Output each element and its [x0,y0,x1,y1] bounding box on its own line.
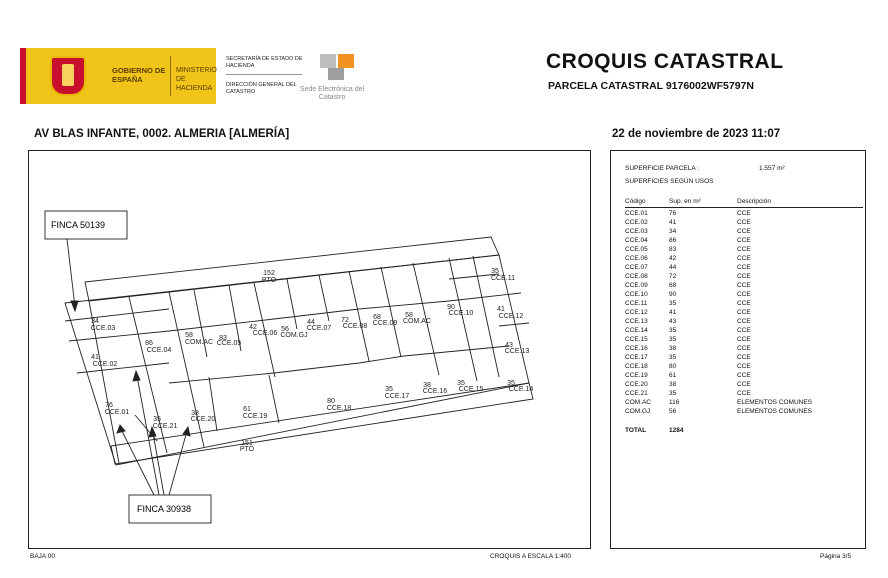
room-line [65,309,169,321]
page-title: CROQUIS CATASTRAL [546,50,784,73]
column-header-codigo: Código [625,198,646,205]
room-num: 42 [249,324,257,331]
coat-of-arms-icon [50,56,86,96]
room-num: 56 [281,326,289,333]
room-code: PTO [239,446,255,453]
room-num: 44 [307,319,315,326]
page-number: Página 3/5 [820,553,852,560]
superficie-label: SUPERFICIE PARCELA : [625,165,699,172]
row-area: 41 [669,309,677,316]
room-num: 80 [327,398,335,405]
room-num: 35 [153,416,161,423]
sede-logo-square [338,54,354,68]
room-num: 90 [447,304,455,311]
floor-level: BAJA 00 [30,553,55,560]
column-header-superficie: Sup. en m² [669,198,701,205]
room-num: 58 [185,332,193,339]
room-num: 152 [263,270,275,277]
ministerio-label: MINISTERIO DE HACIENDA [176,67,217,92]
parcel-reference: PARCELA CATASTRAL 9176002WF5797N [548,80,754,92]
row-area: 68 [669,282,677,289]
row-code: CCE.21 [625,390,648,397]
room-code: CCE.04 [146,347,172,354]
room-num: 151 [241,440,253,447]
row-description: CCE [737,381,751,388]
row-code: CCE.06 [625,255,648,262]
room-code: CCE.21 [152,423,178,430]
row-description: CCE [737,390,751,397]
row-code: CCE.12 [625,309,648,316]
room-num: 68 [373,314,381,321]
finca-50139-label: FINCA 50139 [51,220,106,230]
gobierno-label: GOBIERNO DE ESPAÑA [112,66,166,84]
row-description: CCE [737,363,751,370]
row-description: CCE [737,336,751,343]
row-area: 43 [669,318,677,325]
row-code: CCE.01 [625,210,648,217]
row-area: 35 [669,327,677,334]
row-description: CCE [737,327,751,334]
date-time: 22 de noviembre de 2023 11:07 [612,128,781,140]
row-area: 35 [669,390,677,397]
sede-label: Sede Electrónica del Catastro [299,86,365,101]
row-description: CCE [737,300,751,307]
room-num: 83 [219,335,227,342]
room-code: CCE.13 [504,348,530,355]
room-line [169,346,509,383]
room-code: CCE.09 [372,320,398,327]
row-code: CCE.20 [625,381,648,388]
row-description: CCE [737,309,751,316]
finca-30938-label: FINCA 30938 [137,504,192,514]
row-code: CCE.11 [625,300,648,307]
room-line [499,323,529,326]
sede-logo-square [320,54,336,68]
room-code: CCE.11 [491,275,515,282]
room-num: 61 [243,406,251,413]
row-area: 86 [669,237,677,244]
room-code: COM.GJ [280,332,308,339]
room-code: CCE.02 [92,361,118,368]
row-area: 76 [669,210,677,217]
row-area: 35 [669,300,677,307]
room-line [77,363,169,373]
row-code: CCE.05 [625,246,648,253]
flag-stripe [20,48,26,104]
room-num: 86 [145,340,153,347]
row-area: 41 [669,219,677,226]
row-code: CCE.17 [625,354,648,361]
room-num: 41 [91,354,99,361]
row-area: 35 [669,354,677,361]
room-code: CCE.05 [216,340,242,347]
row-description: CCE [737,237,751,244]
row-area: 90 [669,291,677,298]
secretaria-label: SECRETARÍA DE ESTADO DE HACIENDA [226,56,303,69]
row-description: ELEMENTOS COMUNES [737,408,813,415]
usos-label: SUPERFICIES SEGÚN USOS [625,178,714,185]
room-code: CCE.08 [342,323,368,330]
row-description: ELEMENTOS COMUNES [737,399,813,406]
gobierno-logo [20,48,216,104]
room-code: CCE.03 [90,325,116,332]
room-code: CCE.19 [242,413,268,420]
row-area: 116 [669,399,680,406]
total-value: 1284 [669,427,684,434]
row-description: CCE [737,291,751,298]
row-code: CCE.19 [625,372,648,379]
room-code: CCE.06 [252,330,278,337]
room-num: 34 [91,318,99,325]
room-num: 41 [497,306,505,313]
room-code: COM.AC [185,339,213,346]
row-code: CCE.04 [625,237,648,244]
total-label: TOTAL [625,427,647,434]
row-description: CCE [737,282,751,289]
row-description: CCE [737,228,751,235]
room-code: CCE.20 [190,416,216,423]
arrow-head [133,371,140,381]
room-code: CCE.18 [326,405,352,412]
summary-panel [610,150,866,549]
map-panel [28,150,591,549]
room-code: COM.AC [403,318,431,325]
direccion-label: DIRECCIÓN GENERAL DEL CATASTRO [226,82,297,95]
arrow-head [117,425,125,433]
row-code: COM.GJ [625,408,651,415]
room-num: 38 [191,410,199,417]
arrow-head [183,427,190,436]
room-num: 35 [507,380,515,387]
row-area: 34 [669,228,677,235]
row-area: 56 [669,408,677,415]
row-area: 44 [669,264,677,271]
room-code: CCE.14 [508,386,534,393]
row-code: CCE.14 [625,327,648,334]
row-code: CCE.07 [625,264,648,271]
row-code: CCE.16 [625,345,648,352]
row-code: COM.AC [625,399,651,406]
room-num: 58 [405,312,413,319]
row-area: 38 [669,345,677,352]
room-code: CCE.15 [458,386,484,393]
scale-label: CROQUIS A ESCALA 1:400 [490,553,571,560]
row-description: CCE [737,273,751,280]
room-num: 38 [423,382,431,389]
room-code: CCE.01 [104,409,130,416]
row-code: CCE.10 [625,291,648,298]
row-area: 35 [669,336,677,343]
room-num: 43 [505,342,513,349]
room-code: CCE.10 [448,310,474,317]
room-num: 35 [491,268,499,275]
room-num: 35 [385,386,393,393]
column-header-descripcion: Descripción [737,198,771,205]
row-code: CCE.09 [625,282,648,289]
row-code: CCE.18 [625,363,648,370]
logo-divider [170,56,171,96]
room-code: PTO [261,277,277,284]
row-description: CCE [737,246,751,253]
room-num: 35 [457,380,465,387]
row-description: CCE [737,264,751,271]
row-code: CCE.15 [625,336,648,343]
room-code: CCE.16 [422,388,448,395]
row-description: CCE [737,210,751,217]
room-code: CCE.07 [306,325,332,332]
floor-plan [29,151,592,550]
row-description: CCE [737,318,751,325]
row-code: CCE.08 [625,273,648,280]
row-description: CCE [737,219,751,226]
row-code: CCE.13 [625,318,648,325]
row-code: CCE.03 [625,228,648,235]
sede-logo-square [328,68,344,80]
row-description: CCE [737,345,751,352]
table-header-rule [625,207,863,208]
room-code: CCE.12 [498,313,524,320]
superficie-value: 1.557 m² [759,165,785,172]
pto-top-strip [85,237,499,301]
row-area: 80 [669,363,677,370]
row-description: CCE [737,354,751,361]
room-num: 76 [105,402,113,409]
arrow-head [71,301,78,311]
row-description: CCE [737,255,751,262]
row-area: 38 [669,381,677,388]
row-area: 42 [669,255,677,262]
address: AV BLAS INFANTE, 0002. ALMERIA [ALMERÍA] [34,128,290,140]
header-rule [226,74,302,75]
row-code: CCE.02 [625,219,648,226]
room-code: CCE.17 [384,393,410,400]
room-num: 72 [341,317,349,324]
row-area: 83 [669,246,677,253]
row-description: CCE [737,372,751,379]
building-outline [65,255,529,465]
row-area: 72 [669,273,677,280]
row-area: 61 [669,372,677,379]
